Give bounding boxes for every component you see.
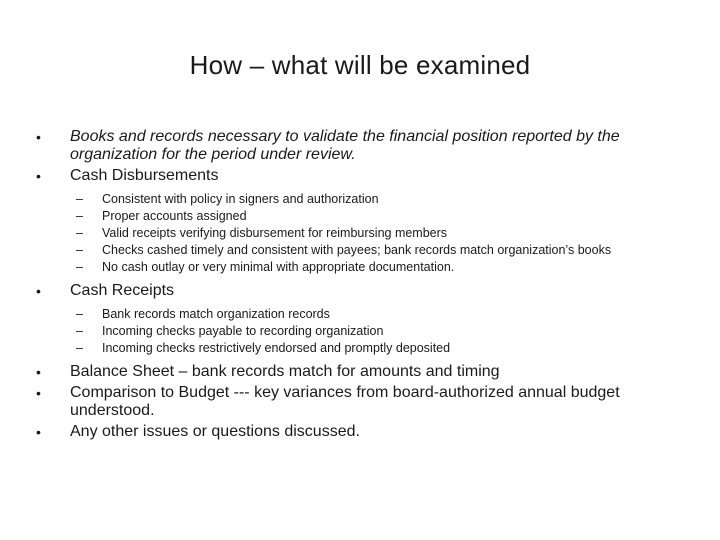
bullet-list — [36, 128, 676, 441]
bullet-dot-icon: • — [36, 283, 41, 299]
bullet-dot-icon: • — [36, 385, 41, 401]
sub-item-text: Consistent with policy in signers and authorization — [102, 192, 379, 206]
dash-icon: – — [76, 260, 83, 274]
sub-item — [36, 259, 676, 276]
bullet-dot-icon: • — [36, 364, 41, 380]
sub-list-cash-disbursements — [36, 191, 676, 276]
dash-icon: – — [76, 243, 83, 257]
slide-title: How – what will be examined — [189, 50, 531, 80]
bullet-item-other-issues — [36, 423, 676, 441]
sub-item-text: Checks cashed timely and consistent with payees; bank records match organization’s books — [102, 243, 612, 257]
bullet-text: Cash Disbursements — [70, 167, 219, 184]
dash-icon: – — [76, 341, 83, 355]
bullet-text: Comparison to Budget --- key variances from board-authorized annual budget understood. — [70, 384, 620, 419]
bullet-item-balance-sheet — [36, 363, 676, 381]
bullet-item-books-records — [36, 128, 676, 164]
bullet-dot-icon: • — [36, 129, 41, 145]
bullet-dot-icon: • — [36, 424, 41, 440]
bullet-text: Balance Sheet – bank records match for amounts and timing — [70, 363, 500, 380]
dash-icon: – — [76, 324, 83, 338]
dash-icon: – — [76, 307, 83, 321]
bullet-item-cash-receipts — [36, 282, 676, 300]
dash-icon: – — [76, 192, 83, 206]
bullet-text: Books and records necessary to validate the financial position reported by the organization for the period under review. — [70, 128, 620, 163]
bullet-item-cash-disbursements — [36, 167, 676, 185]
bullet-dot-icon: • — [36, 168, 41, 184]
sub-item-text: Incoming checks payable to recording organization — [102, 324, 384, 338]
sub-item — [36, 306, 676, 323]
sub-item-text: No cash outlay or very minimal with appropriate documentation. — [102, 260, 455, 274]
bullet-item-budget-comparison — [36, 384, 676, 420]
sub-item-text: Valid receipts verifying disbursement for reimbursing members — [102, 226, 448, 240]
sub-item — [36, 323, 676, 340]
dash-icon: – — [76, 226, 83, 240]
sub-item — [36, 191, 676, 208]
sub-item-text: Proper accounts assigned — [102, 209, 247, 223]
bullet-text: Any other issues or questions discussed. — [70, 423, 360, 440]
sub-item — [36, 340, 676, 357]
sub-item — [36, 208, 676, 225]
bullet-text: Cash Receipts — [70, 282, 175, 299]
sub-item-text: Incoming checks restrictively endorsed and promptly deposited — [102, 341, 451, 355]
dash-icon: – — [76, 209, 83, 223]
sub-list-cash-receipts — [36, 306, 676, 357]
sub-item — [36, 225, 676, 242]
sub-item — [36, 242, 676, 259]
sub-item-text: Bank records match organization records — [102, 307, 330, 321]
